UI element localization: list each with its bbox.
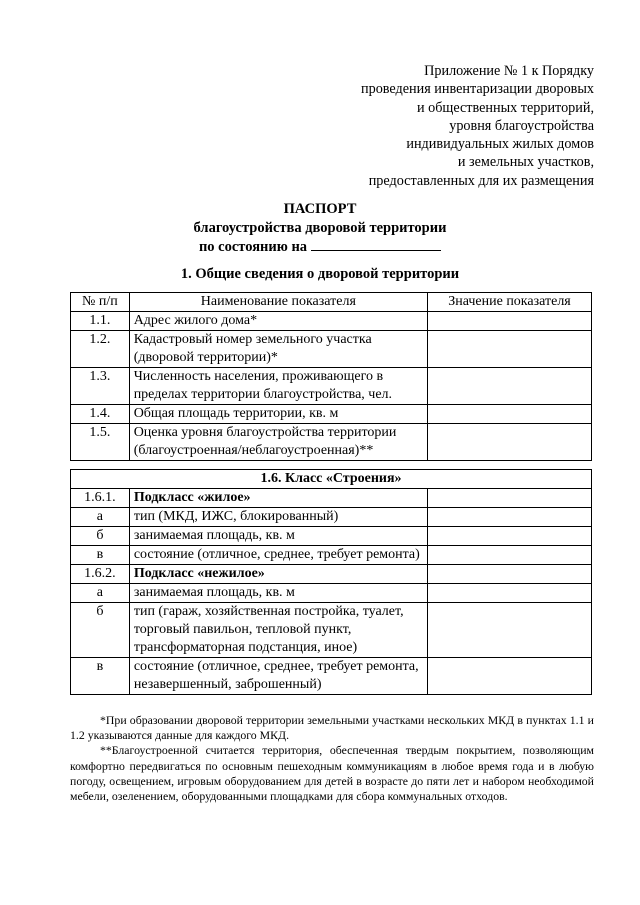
row-name: Оценка уровня благоустройства территории (благоустроенная/неблагоустроенная)** (129, 424, 427, 461)
table-row (71, 603, 592, 658)
row-num: в (71, 546, 130, 565)
document-title: ПАСПОРТ (283, 201, 357, 217)
row-value[interactable] (428, 546, 592, 565)
row-name: состояние (отличное, среднее, требует ремонта) (129, 546, 427, 565)
row-num: 1.6.1. (71, 489, 130, 508)
appendix-line: индивидуальных жилых домов (406, 136, 594, 153)
table-row (71, 368, 592, 405)
section-1-heading: 1. Общие сведения о дворовой территории (180, 266, 460, 282)
appendix-line: и общественных территорий, (416, 99, 594, 116)
row-name: занимаемая площадь, кв. м (129, 527, 427, 546)
appendix-line: уровня благоустройства (449, 117, 594, 134)
date-blank-field (311, 237, 441, 251)
table-row (71, 508, 592, 527)
row-value[interactable] (428, 527, 592, 546)
row-num: 1.4. (71, 405, 130, 424)
table-row (71, 584, 592, 603)
table-row (71, 527, 592, 546)
passport-title (0, 200, 640, 257)
general-info-table (70, 292, 592, 461)
footnote-1: *При образовании дворовой территории земельными участками нескольких МКД в пунктах 1.1 и 1.2 указываются данные для каждого МКД. (70, 713, 594, 743)
row-num: а (71, 584, 130, 603)
header-num: № п/п (71, 293, 130, 312)
row-name: Подкласс «нежилое» (129, 565, 427, 584)
row-num: 1.3. (71, 368, 130, 405)
row-value[interactable] (428, 508, 592, 527)
row-name: тип (МКД, ИЖС, блокированный) (129, 508, 427, 527)
appendix-line: предоставленных для их размещения (368, 172, 594, 189)
row-num: б (71, 527, 130, 546)
row-name: Адрес жилого дома* (129, 312, 427, 331)
row-num: 1.6.2. (71, 565, 130, 584)
row-name: Численность населения, проживающего в пределах территории благоустройства, чел. (129, 368, 427, 405)
row-num: 1.1. (71, 312, 130, 331)
table-row (71, 546, 592, 565)
header-name: Наименование показателя (129, 293, 427, 312)
row-name: тип (гараж, хозяйственная постройка, туалет, торговый павильон, тепловой пункт, трансформаторная подстанция, иное) (129, 603, 427, 658)
date-line (0, 237, 640, 257)
header-value: Значение показателя (427, 293, 591, 312)
row-value[interactable] (428, 603, 592, 658)
row-num: 1.2. (71, 331, 130, 368)
appendix-line: проведения инвентаризации дворовых (361, 81, 594, 98)
buildings-class-title: 1.6. Класс «Строения» (71, 470, 592, 489)
row-name: состояние (отличное, среднее, требует ремонта, незавершенный, заброшенный) (129, 658, 427, 695)
table-row (71, 405, 592, 424)
row-value[interactable] (428, 658, 592, 695)
row-value[interactable] (428, 489, 592, 508)
row-num: 1.5. (71, 424, 130, 461)
row-name: Кадастровый номер земельного участка (дворовой территории)* (129, 331, 427, 368)
row-value[interactable] (428, 565, 592, 584)
footnotes (70, 713, 594, 804)
table-title-row (71, 470, 592, 489)
row-name: Подкласс «жилое» (129, 489, 427, 508)
table-row (71, 658, 592, 695)
row-num: а (71, 508, 130, 527)
table-row (71, 565, 592, 584)
table-row (71, 331, 592, 368)
table-row (71, 424, 592, 461)
row-value[interactable] (427, 312, 591, 331)
appendix-line: и земельных участков, (457, 154, 594, 171)
row-num: б (71, 603, 130, 658)
row-num: в (71, 658, 130, 695)
table-row (71, 489, 592, 508)
row-value[interactable] (427, 405, 591, 424)
date-label: по состоянию на (198, 239, 308, 255)
footnote-2: **Благоустроенной считается территория, обеспеченная твердым покрытием, позволяющим комфортно передвигаться по основным пешеходным коммуникациям в любое время года и в любую погоду, освещением, игровым оборудованием для детей в возрасте до пяти лет и набором необходимой мебели, озеленением, оборудованными площадками для сбора коммунальных отходов. (70, 743, 594, 804)
row-name: занимаемая площадь, кв. м (129, 584, 427, 603)
table-row (71, 312, 592, 331)
row-value[interactable] (428, 584, 592, 603)
buildings-class-table (70, 469, 592, 695)
table-header-row (71, 293, 592, 312)
row-name: Общая площадь территории, кв. м (129, 405, 427, 424)
row-value[interactable] (427, 368, 591, 405)
row-value[interactable] (427, 331, 591, 368)
appendix-line: Приложение № 1 к Порядку (424, 63, 594, 79)
appendix-block (264, 62, 594, 190)
document-subtitle: благоустройства дворовой территории (193, 219, 447, 236)
row-value[interactable] (427, 424, 591, 461)
